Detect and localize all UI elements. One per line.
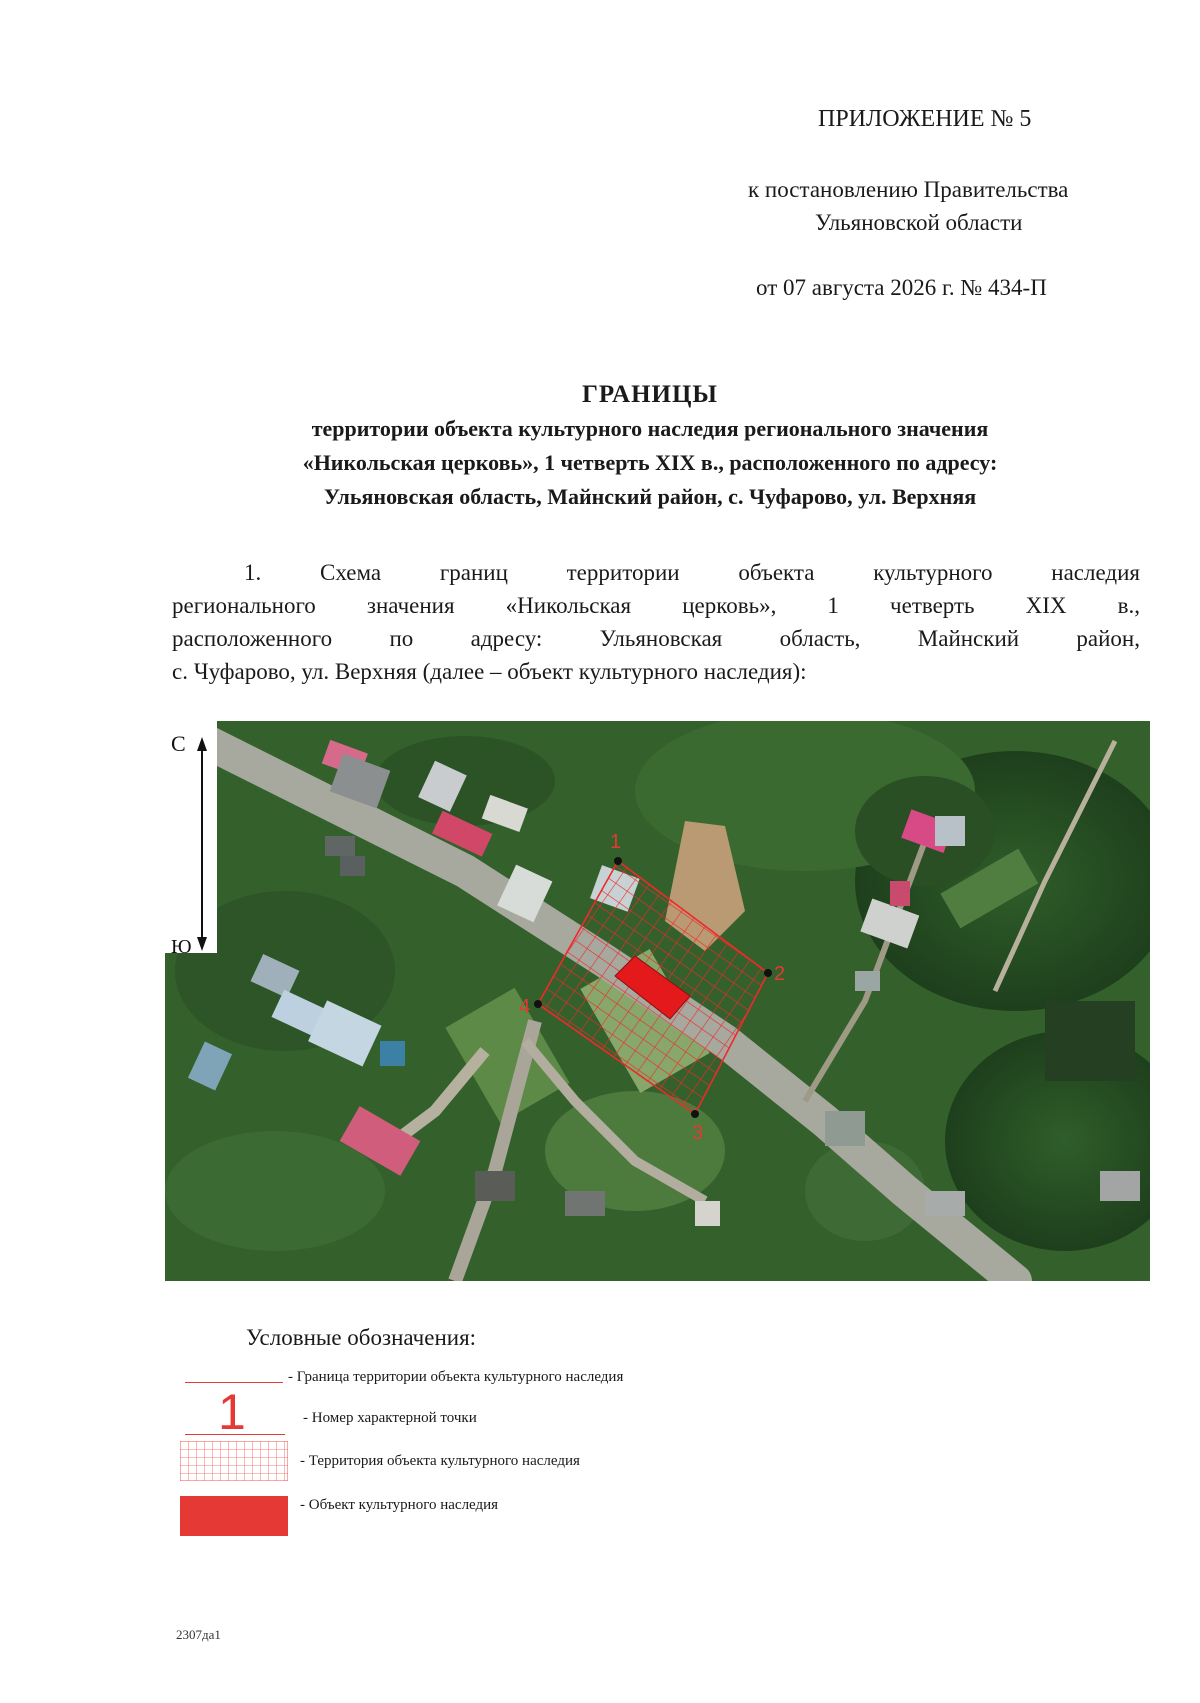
boundary-map [165,721,1150,1281]
south-label: Ю [171,936,192,958]
legend-object-symbol [180,1496,288,1536]
title-line-3: Ульяновская область, Майнский район, с. Чуфарово, ул. Верхняя [323,484,977,509]
point-2-label: 2 [774,963,786,985]
legend-boundary-symbol [185,1382,283,1383]
appendix-title: ПРИЛОЖЕНИЕ № 5 [818,106,1032,132]
decree-reference: к постановлению Правительства [748,177,1069,202]
north-arrow [165,721,217,958]
scheme-paragraph [172,556,1140,688]
point-2-marker [764,969,772,977]
paragraph-line-2: регионального значения «Никольская церковь», 1 четверть XIX в., [172,593,1140,618]
point-4-label: 4 [519,996,531,1018]
point-1-label: 1 [610,831,622,853]
legend-territory-text: - Территория объекта культурного наследия [300,1453,580,1469]
title-line-1: территории объекта культурного наследия регионального значения [311,416,989,441]
legend-point-number-symbol: 1 [218,1384,246,1440]
point-1-marker [614,857,622,865]
paragraph-line-3: расположенного по адресу: Ульяновская область, Майнский район, [172,626,1140,651]
legend-boundary-text: - Граница территории объекта культурного наследия [288,1369,624,1385]
legend-territory-symbol [180,1441,288,1481]
point-3-label: 3 [692,1122,704,1144]
title-line-2: «Никольская церковь», 1 четверть XIX в., расположенного по адресу: [302,450,998,475]
legend-title: Условные обозначения: [246,1325,477,1350]
legend-point-number-underline [185,1434,285,1435]
decree-region: Ульяновской области [815,210,1023,235]
legend-object-text: - Объект культурного наследия [300,1497,499,1513]
document-title [160,378,1140,514]
document-code: 2307да1 [176,1627,221,1642]
paragraph-line-1: 1. Схема границ территории объекта культурного наследия [244,560,1140,585]
point-4-marker [534,1000,542,1008]
paragraph-line-4: с. Чуфарово, ул. Верхняя (далее – объект культурного наследия): [172,659,807,684]
point-3-marker [691,1110,699,1118]
legend-point-number-text: - Номер характерной точки [303,1410,477,1426]
north-label: С [171,731,186,756]
title-main: ГРАНИЦЫ [582,381,718,408]
decree-date: от 07 августа 2026 г. № 434-П [756,275,1047,300]
